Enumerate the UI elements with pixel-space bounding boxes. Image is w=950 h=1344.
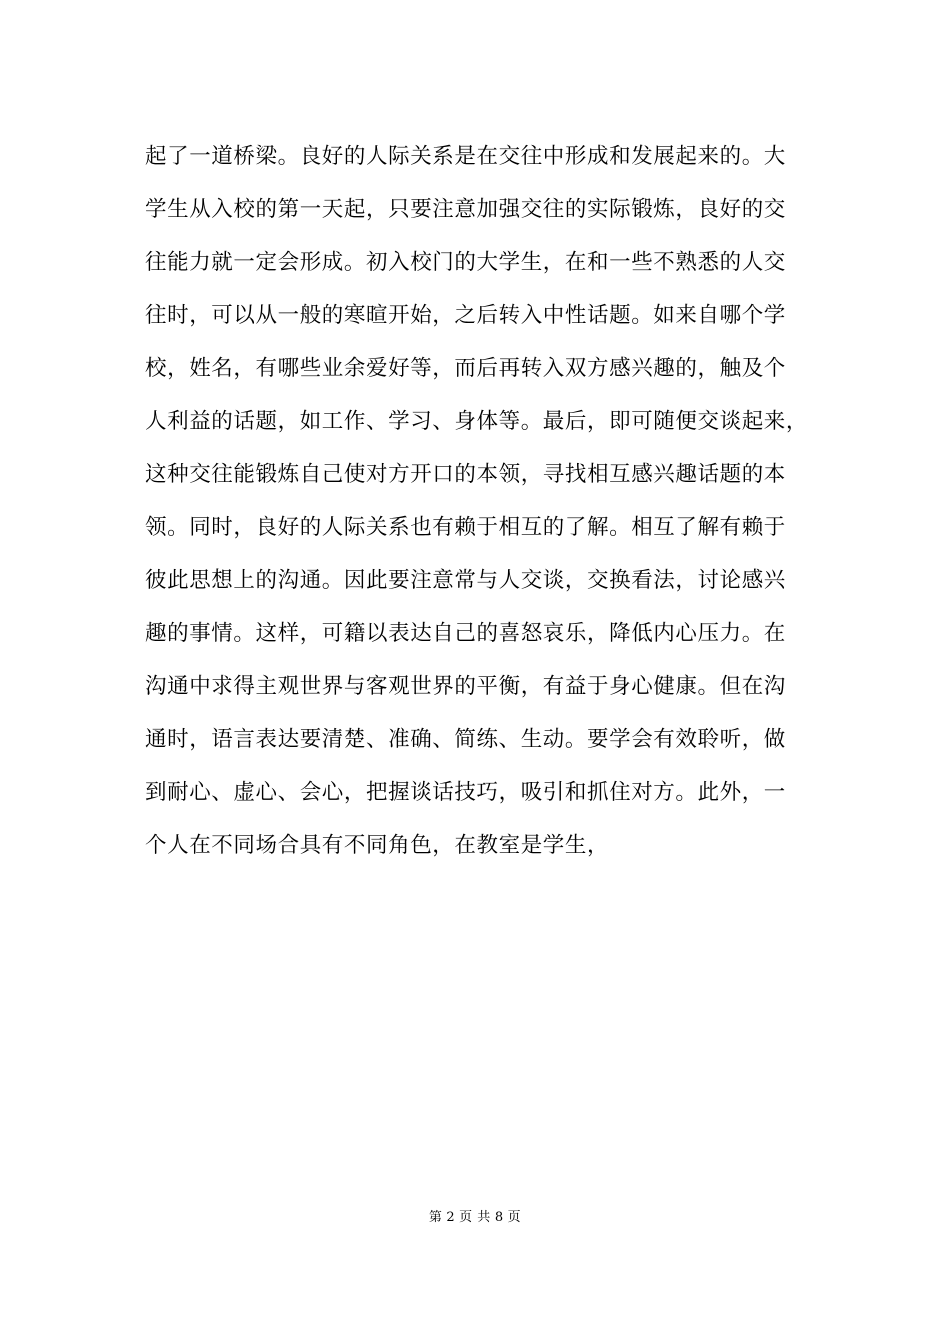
- body-line-11: 沟通中求得主观世界与客观世界的平衡，有益于身心健康。但在沟: [145, 674, 786, 699]
- body-line-7: 这种交往能锻炼自己使对方开口的本领，寻找相互感兴趣话题的本: [145, 462, 786, 487]
- footer-total-pages: 8: [494, 1210, 504, 1225]
- body-line-2: 学生从入校的第一天起，只要注意加强交往的实际锻炼，良好的交: [145, 197, 786, 222]
- body-line-9: 彼此思想上的沟通。因此要注意常与人交谈，交换看法，讨论感兴: [145, 568, 786, 593]
- body-line-14: 个人在不同场合具有不同角色，在教室是学生，: [145, 833, 610, 858]
- footer-prefix: 第: [428, 1210, 443, 1225]
- page-number-footer: [0, 1208, 950, 1228]
- body-text: [145, 133, 845, 875]
- body-line-1: 起了一道桥梁。良好的人际关系是在交往中形成和发展起来的。大: [145, 144, 786, 169]
- footer-current-page: 2: [446, 1210, 456, 1225]
- body-line-10: 趣的事情。这样，可籍以表达自己的喜怒哀乐，降低内心压力。在: [145, 621, 786, 646]
- body-line-5: 校，姓名，有哪些业余爱好等，而后再转入双方感兴趣的，触及个: [145, 356, 786, 381]
- body-line-6: 人利益的话题，如工作、学习、身体等。最后，即可随便交谈起来，: [145, 409, 809, 434]
- body-line-3: 往能力就一定会形成。初入校门的大学生，在和一些不熟悉的人交: [145, 250, 786, 275]
- footer-suffix: 页: [507, 1210, 522, 1225]
- body-line-12: 通时，语言表达要清楚、准确、简练、生动。要学会有效聆听，做: [145, 727, 786, 752]
- body-line-13: 到耐心、虚心、会心，把握谈话技巧，吸引和抓住对方。此外，一: [145, 780, 786, 805]
- footer-middle: 页 共: [459, 1210, 491, 1225]
- body-line-8: 领。同时，良好的人际关系也有赖于相互的了解。相互了解有赖于: [145, 515, 786, 540]
- body-line-4: 往时，可以从一般的寒暄开始，之后转入中性话题。如来自哪个学: [145, 303, 786, 328]
